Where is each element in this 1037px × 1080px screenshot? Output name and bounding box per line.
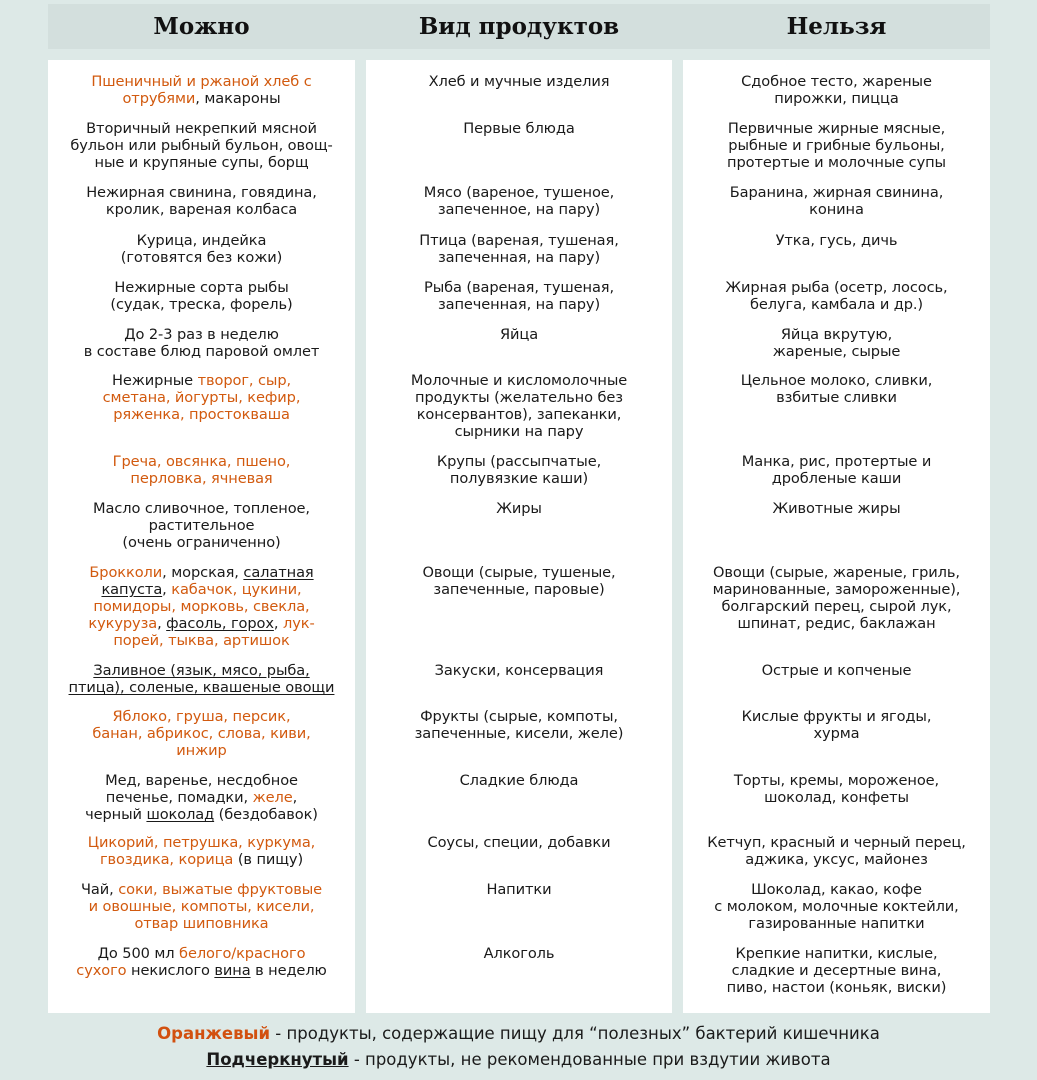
allowed-cell <box>48 772 355 823</box>
legend-underline <box>0 1050 1037 1069</box>
allowed-cell <box>48 881 355 932</box>
plain-text: Нежирная свинина, говядина, кролик, вареная колбаса <box>86 184 317 218</box>
forbidden-cell: Баранина, жирная свинина, конина <box>729 184 944 218</box>
bloating-text: Заливное (язык, мясо, рыба, птица), соленые, квашеные овощи <box>68 662 335 696</box>
plain-text: , макароны <box>195 90 281 107</box>
prebiotic-text: соки, выжатые фруктовые и овошные, компоты, кисели, отвар шиповника <box>88 881 323 932</box>
plain-text: , <box>157 615 167 632</box>
forbidden-cell: Яйца вкрутую, жареные, сырые <box>772 326 901 360</box>
forbidden-cell: Острые и копченые <box>761 662 912 679</box>
allowed-cell <box>48 372 355 423</box>
allowed-cell <box>48 453 355 487</box>
allowed-cell <box>48 662 355 696</box>
plain-text: Вторичный некрепкий мясной бульон или рыбный бульон, овощ- ные и крупяные супы, борщ <box>70 120 333 171</box>
forbidden-cell: Шоколад, какао, кофе с молоком, молочные коктейли, газированные напитки <box>714 881 959 932</box>
plain-text: (бездобавок) <box>214 806 318 823</box>
category-cell: Крупы (рассыпчатые, полувязкие каши) <box>436 453 602 487</box>
category-cell: Алкоголь <box>483 945 555 962</box>
allowed-cell <box>48 564 355 649</box>
category-cell: Жиры <box>496 500 542 517</box>
allowed-cell <box>48 184 355 218</box>
forbidden-cell: Цельное молоко, сливки, взбитые сливки <box>740 372 933 406</box>
prebiotic-text: кабачок, цукини, помидоры, морковь, свекла, кукуруза <box>88 581 310 632</box>
allowed-cell <box>48 232 355 266</box>
bloating-text: шоколад <box>146 806 215 823</box>
bloating-text: вина <box>214 962 251 979</box>
forbidden-cell: Кетчуп, красный и черный перец, аджика, уксус, майонез <box>707 834 966 868</box>
category-cell: Овощи (сырые, тушеные, запеченные, паровые) <box>422 564 616 598</box>
legend-underline-key: Подчеркнутый <box>206 1050 349 1069</box>
category-cell: Молочные и кисломолочные продукты (желательно без консервантов), запеканки, сырники на пару <box>410 372 628 440</box>
forbidden-cell: Жирная рыба (осетр, лосось, белуга, камбала и др.) <box>725 279 948 313</box>
allowed-cell <box>48 326 355 360</box>
header-category: Вид продуктов <box>418 13 620 40</box>
category-cell: Рыба (вареная, тушеная, запеченная, на пару) <box>424 279 614 313</box>
prebiotic-text: лук- порей, тыква, артишок <box>113 615 315 649</box>
plain-text: (в пищу) <box>233 851 304 868</box>
category-cell: Напитки <box>486 881 552 898</box>
allowed-cell <box>48 500 355 551</box>
bloating-text: фасоль, горох <box>166 615 274 632</box>
plain-text: Нежирные сорта рыбы (судак, треска, форель) <box>110 279 293 313</box>
plain-text: До 500 мл <box>97 945 180 962</box>
plain-text: , морская, <box>162 564 244 581</box>
plain-text: , <box>162 581 172 598</box>
prebiotic-text: Брокколи <box>89 564 163 581</box>
forbidden-cell: Сдобное тесто, жареные пирожки, пицца <box>741 73 932 107</box>
prebiotic-text: желе <box>252 789 293 806</box>
header-forbidden: Нельзя <box>786 13 887 40</box>
category-cell: Фрукты (сырые, компоты, запеченные, кисели, желе) <box>414 708 624 742</box>
prebiotic-text: Цикорий, петрушка, куркума, гвоздика, корица <box>87 834 316 868</box>
forbidden-cell: Животные жиры <box>772 500 901 517</box>
allowed-cell <box>48 279 355 313</box>
header-allowed: Можно <box>153 13 250 40</box>
prebiotic-text: белого/красного сухого <box>76 945 306 979</box>
forbidden-cell: Крепкие напитки, кислые, сладкие и десертные вина, пиво, настои (коньяк, виски) <box>726 945 947 996</box>
legend-orange-text: - продукты, содержащие пищу для “полезных” бактерий кишечника <box>270 1024 880 1043</box>
forbidden-cell: Манка, рис, протертые и дробленые каши <box>741 453 932 487</box>
plain-text: Мед, варенье, несдобное печенье, помадки, <box>105 772 298 806</box>
category-cell: Птица (вареная, тушеная, запеченная, на пару) <box>419 232 619 266</box>
plain-text: некислого <box>126 962 215 979</box>
table-header <box>48 4 990 49</box>
allowed-cell <box>48 708 355 759</box>
plain-text: Курица, индейка (готовятся без кожи) <box>120 232 283 266</box>
category-cell: Закуски, консервация <box>434 662 604 679</box>
allowed-cell <box>48 834 355 868</box>
prebiotic-text: Греча, овсянка, пшено, перловка, ячневая <box>112 453 291 487</box>
category-cell: Первые блюда <box>463 120 575 137</box>
plain-text: Нежирные <box>111 372 198 389</box>
forbidden-cell: Первичные жирные мясные, рыбные и грибные бульоны, протертые и молочные супы <box>727 120 946 171</box>
plain-text: До 2-3 раз в неделю в составе блюд паровой омлет <box>83 326 320 360</box>
column-forbidden <box>683 60 990 1013</box>
category-cell: Мясо (вареное, тушеное, запеченное, на пару) <box>423 184 615 218</box>
bloating-text: салатная капуста <box>101 564 314 598</box>
column-category <box>366 60 672 1013</box>
allowed-cell <box>48 73 355 107</box>
legend-underline-text: - продукты, не рекомендованные при вздутии живота <box>348 1050 831 1069</box>
prebiotic-text: Яблоко, груша, персик, банан, абрикос, слова, киви, инжир <box>92 708 311 759</box>
legend-orange <box>0 1024 1037 1043</box>
plain-text: , <box>273 615 283 632</box>
plain-text: в неделю <box>250 962 327 979</box>
plain-text: , черный <box>85 789 298 823</box>
plain-text: Масло сливочное, топленое, растительное (очень ограниченно) <box>93 500 310 551</box>
legend-orange-key: Оранжевый <box>157 1024 271 1043</box>
allowed-cell <box>48 945 355 979</box>
column-allowed <box>48 60 355 1013</box>
forbidden-cell: Овощи (сырые, жареные, гриль, маринованные, замороженные), болгарский перец, сырой лук, шпинат, редис, баклажан <box>712 564 961 632</box>
category-cell: Яйца <box>499 326 539 343</box>
forbidden-cell: Кислые фрукты и ягоды, хурма <box>741 708 932 742</box>
plain-text: Чай, <box>80 881 119 898</box>
category-cell: Соусы, специи, добавки <box>427 834 611 851</box>
category-cell: Сладкие блюда <box>459 772 579 789</box>
allowed-cell <box>48 120 355 171</box>
forbidden-cell: Утка, гусь, дичь <box>775 232 898 249</box>
forbidden-cell: Торты, кремы, мороженое, шоколад, конфеты <box>733 772 940 806</box>
prebiotic-text: Пшеничный и ржаной хлеб с отрубями <box>91 73 312 107</box>
prebiotic-text: творог, сыр, сметана, йогурты, кефир, ряженка, простокваша <box>102 372 301 423</box>
category-cell: Хлеб и мучные изделия <box>428 73 610 90</box>
